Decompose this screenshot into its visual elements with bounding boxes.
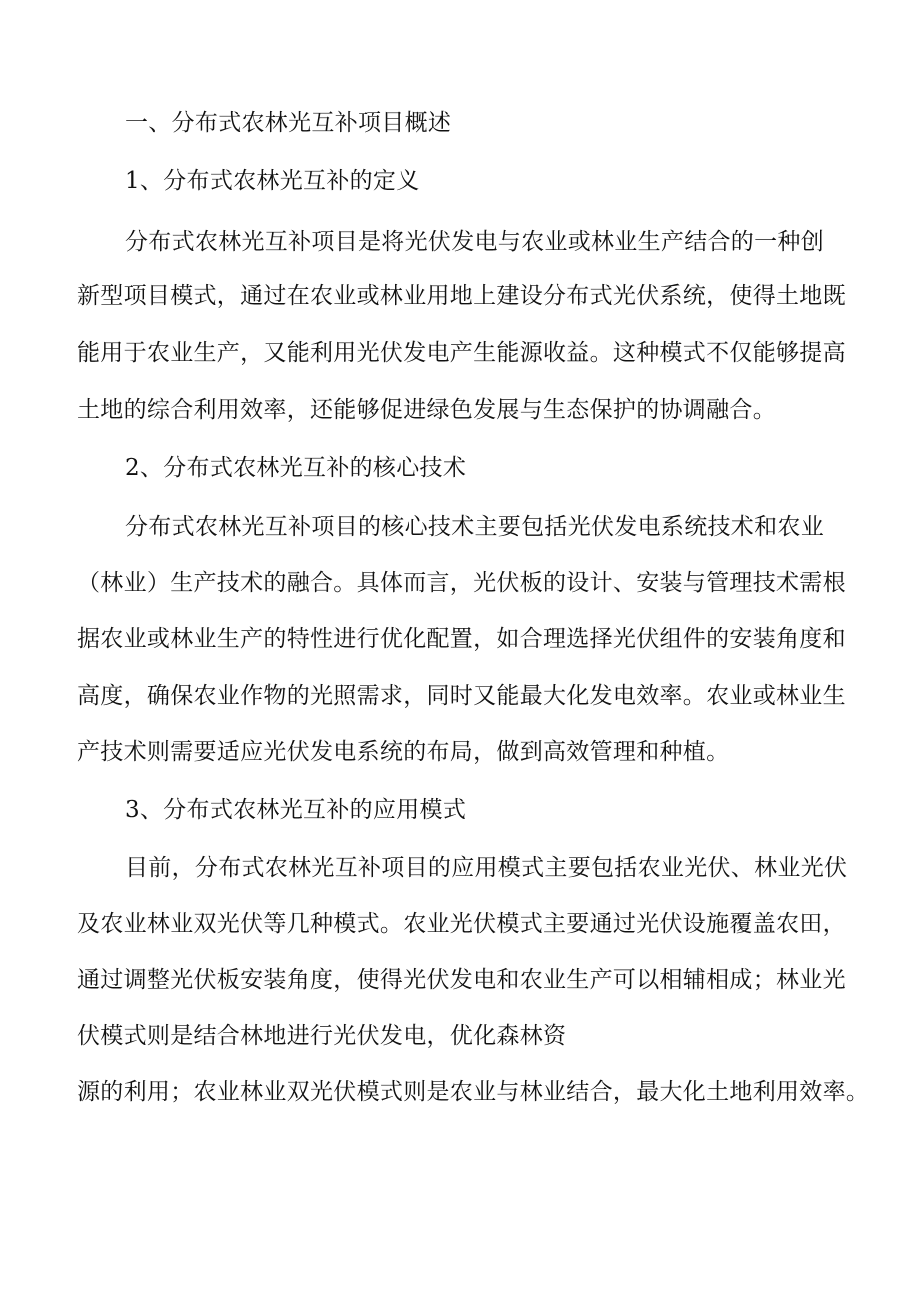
paragraph-line: （林业）生产技术的融合。具体而言，光伏板的设计、安装与管理技术需根 [77,570,846,596]
paragraph-line: 能用于农业生产，又能利用光伏发电产生能源收益。这种模式不仅能够提高 [77,340,846,366]
paragraph-line: 分布式农林光互补项目是将光伏发电与农业或林业生产结合的一种创 [125,229,824,255]
paragraph-line: 伏模式则是结合林地进行光伏发电，优化森林资 [77,1023,567,1049]
paragraph-line: 目前，分布式农林光互补项目的应用模式主要包括农业光伏、林业光伏 [125,855,848,881]
section-heading-definition: 1、分布式农林光互补的定义 [125,168,420,194]
paragraph-line: 产技术则需要适应光伏发电系统的布局，做到高效管理和种植。 [77,739,730,765]
paragraph-line: 通过调整光伏板安装角度，使得光伏发电和农业生产可以相辅相成；林业光 [77,967,846,993]
paragraph-line: 及农业林业双光伏等几种模式。农业光伏模式主要通过光伏设施覆盖农田， [77,911,846,937]
paragraph-line: 源的利用；农业林业双光伏模式则是农业与林业结合，最大化土地利用效率。 [77,1079,870,1105]
paragraph-line: 高度，确保农业作物的光照需求，同时又能最大化发电效率。农业或林业生 [77,683,846,709]
paragraph-line: 分布式农林光互补项目的核心技术主要包括光伏发电系统技术和农业 [125,514,824,540]
section-heading-core-technology: 2、分布式农林光互补的核心技术 [125,455,467,481]
paragraph-line: 据农业或林业生产的特性进行优化配置，如合理选择光伏组件的安装角度和 [77,626,846,652]
paragraph-line: 新型项目模式，通过在农业或林业用地上建设分布式光伏系统，使得土地既 [77,283,846,309]
paragraph-line: 土地的综合利用效率，还能够促进绿色发展与生态保护的协调融合。 [77,397,776,423]
section-heading-application-mode: 3、分布式农林光互补的应用模式 [125,797,467,823]
section-heading-overview: 一、分布式农林光互补项目概述 [125,110,452,136]
